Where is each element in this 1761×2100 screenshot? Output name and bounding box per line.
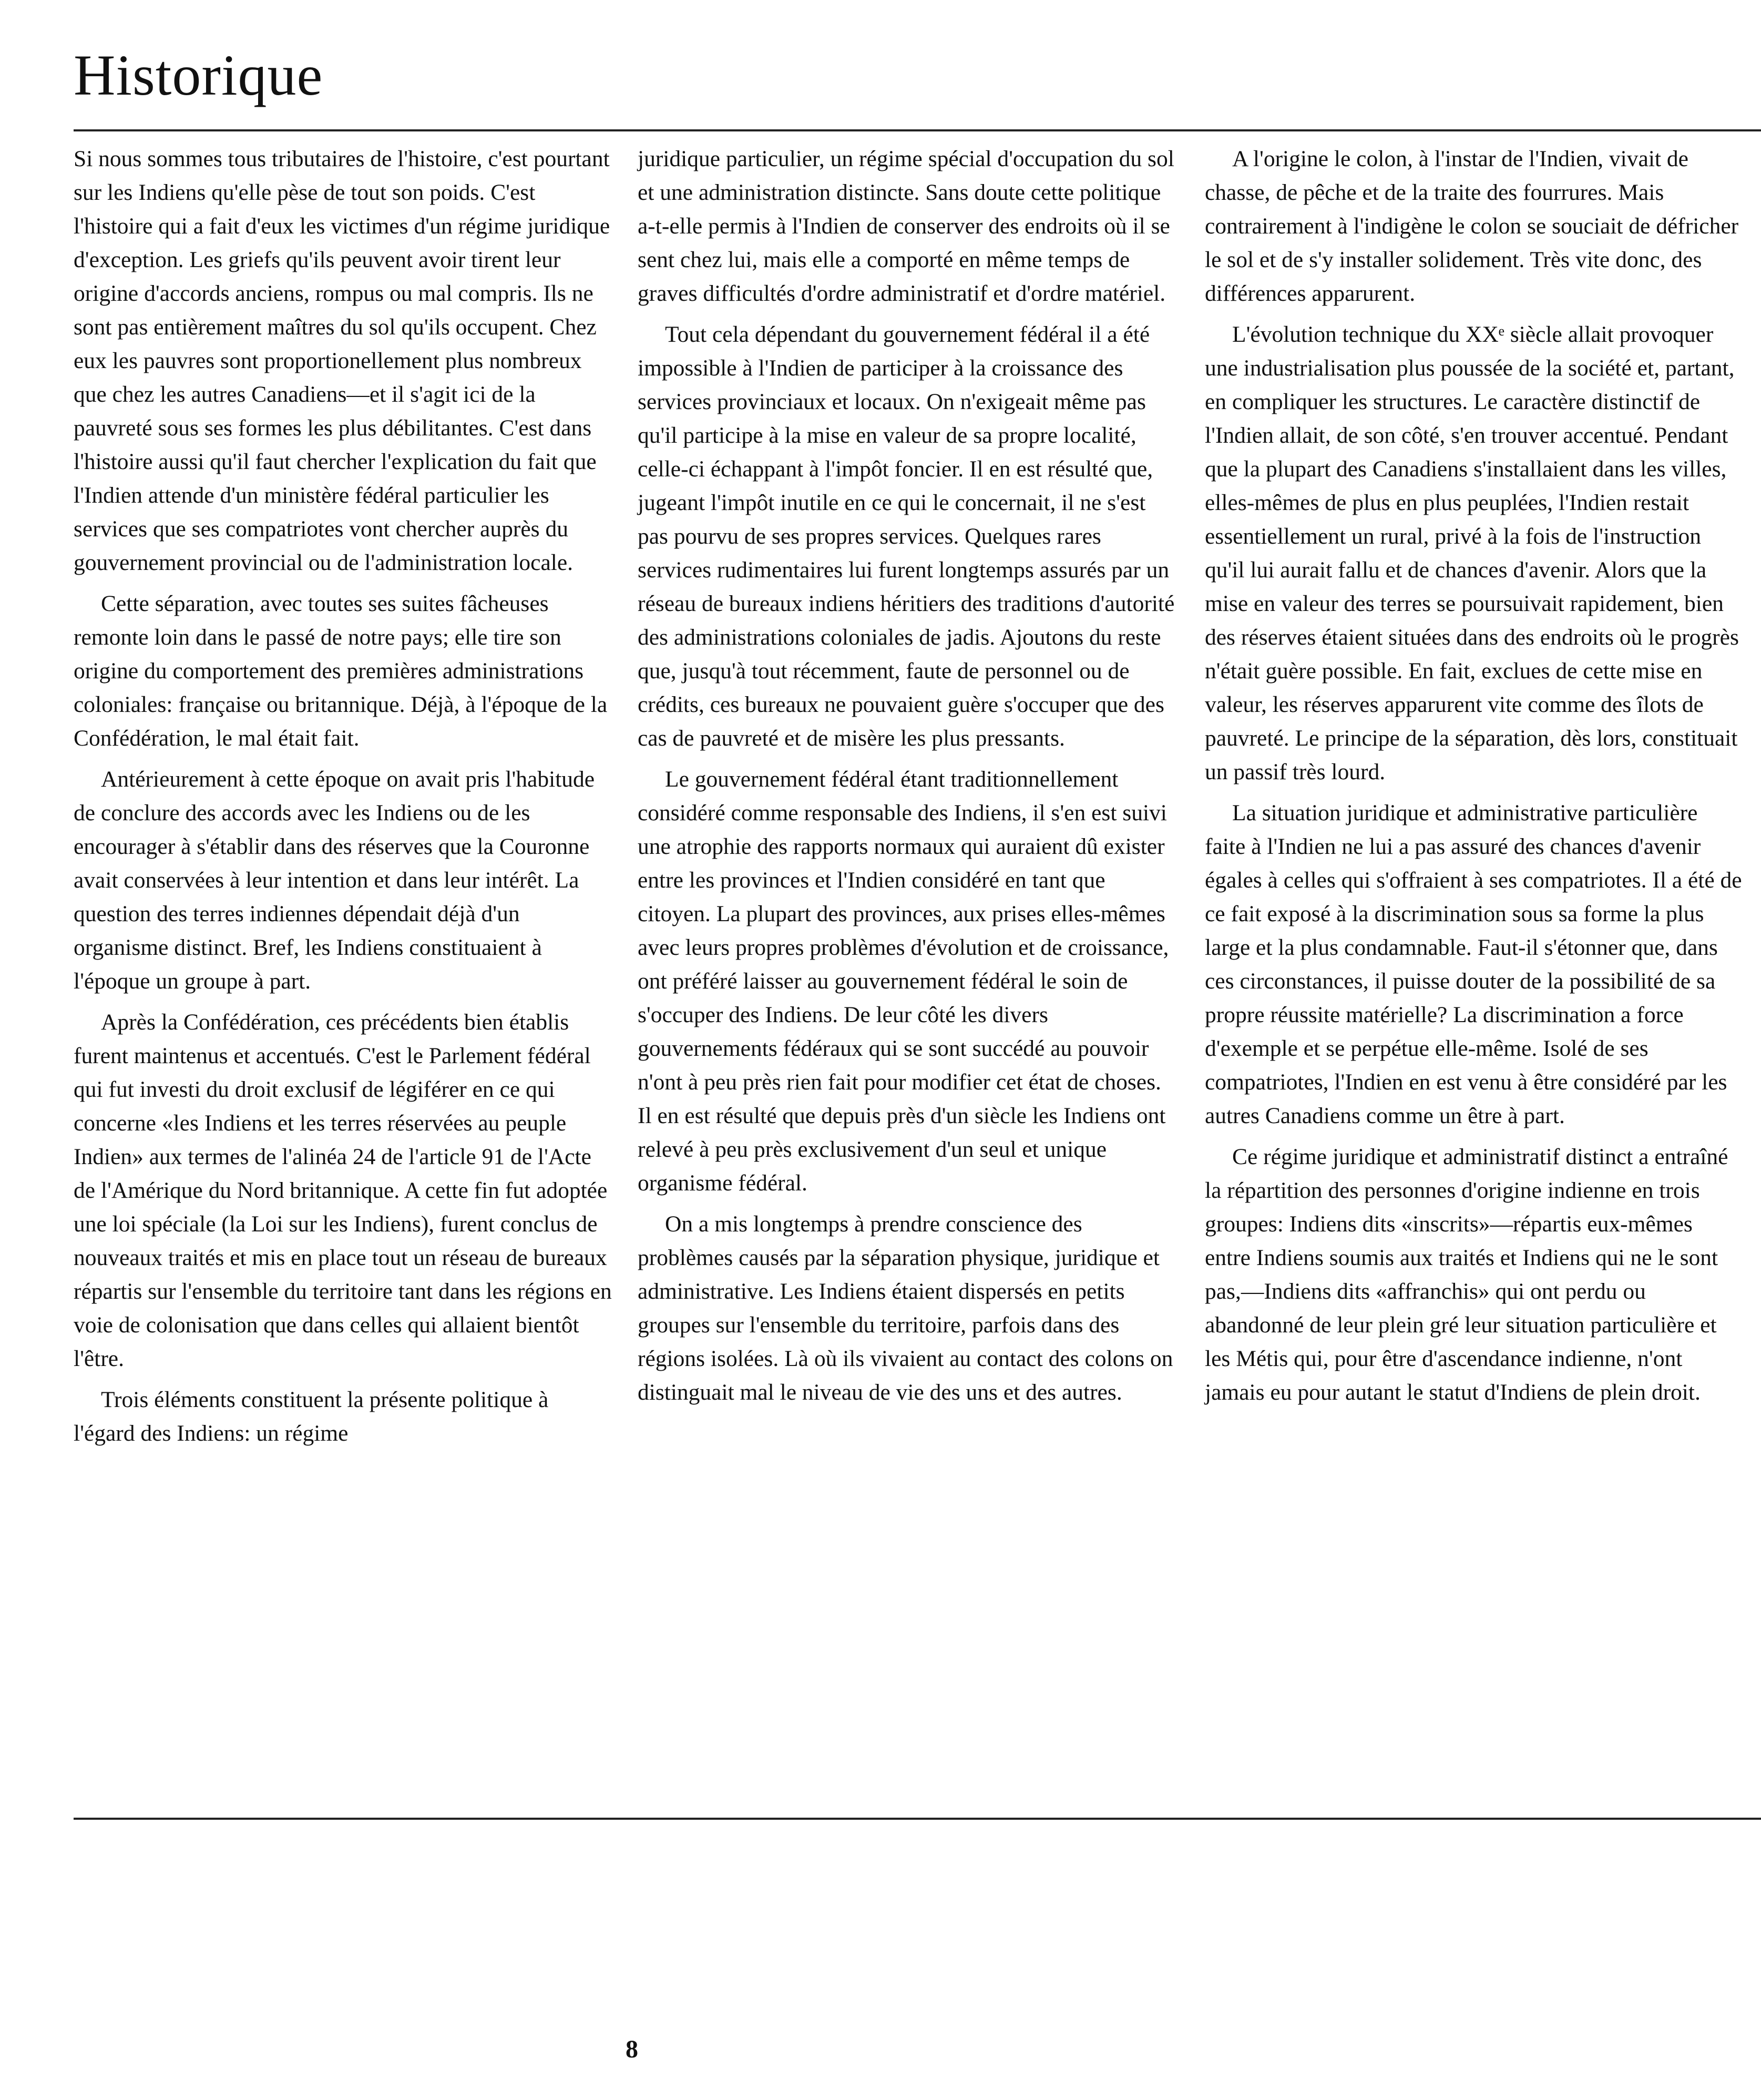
paragraph: juridique particulier, un régime spécial d'occupation du sol et une administration distincte. Sans doute cette politique a-t-elle permis à l'Indien de conserver des endroits où il se sent chez lui, mais elle a comporté en même temps de graves difficultés d'ordre administratif et d'ordre matériel. (638, 146, 1174, 306)
paragraph: Tout cela dépendant du gouvernement fédéral il a été impossible à l'Indien de participer à la croissance des services provinciaux et locaux. On n'exigeait même pas qu'il participe à la mise en valeur de sa propre localité, celle-ci échappant à l'impôt foncier. Il en est résulté que, jugeant l'impôt inutile en ce qui le concernait, il ne s'est pas pourvu de ses propres services. Quelques rares services rudimentaires lui furent longtemps assurés par un réseau de bureaux indiens héritiers des traditions d'autorité des administrations coloniales de jadis. Ajoutons du reste que, jusqu'à tout récemment, faute de personnel ou de crédits, ces bureaux ne pouvaient guère s'occuper que des cas de pauvreté et de misère les plus pressants. (638, 322, 1175, 751)
paragraph: La situation juridique et administrative particulière faite à l'Indien ne lui a pas assuré des chances d'avenir égales à celles qui s'offraient à ses compatriotes. Il a été de ce fait exposé à la discrimination sous sa forme la plus large et la plus condamnable. Faut-il s'étonner que, dans ces circonstances, il puisse douter de la possibilité de sa propre réussite matérielle? La discrimination a force d'exemple et se perpétue elle-même. Isolé de ses compatriotes, l'Indien en est venu à être considéré par les autres Canadiens comme un être à part. (1205, 800, 1742, 1128)
text-column-2 (638, 142, 1176, 1409)
page-number: 8 (626, 2035, 638, 2063)
paragraph: Si nous sommes tous tributaires de l'histoire, c'est pourtant sur les Indiens qu'elle pèse de tout son poids. C'est l'histoire qui a fait d'eux les victimes d'un régime juridique d'exception. Les griefs qu'ils peuvent avoir tirent leur origine d'accords anciens, rompus ou mal compris. Ils ne sont pas entièrement maîtres du sol qu'ils occupent. Chez eux les pauvres sont proportionellement plus nombreux que chez les autres Canadiens—et il s'agit ici de la pauvreté sous ses formes les plus débilitantes. C'est dans l'histoire aussi qu'il faut chercher l'explication du fait que l'Indien attende d'un ministère fédéral particulier les services que ses compatriotes vont chercher auprès du gouvernement provincial ou de l'administration locale. (74, 146, 610, 575)
page-title: Historique (74, 43, 323, 107)
paragraph: Trois éléments constituent la présente politique à l'égard des Indiens: un régime (74, 1387, 549, 1446)
text-column-3 (1205, 142, 1744, 1409)
paragraph: Antérieurement à cette époque on avait pris l'habitude de conclure des accords avec les Indiens ou de les encourager à s'établir dans des réserves que la Couronne avait conservées à leur intention et dans leur intérêt. La question des terres indiennes dépendait déjà d'un organisme distinct. Bref, les Indiens constituaient à l'époque un groupe à part. (74, 767, 595, 994)
paragraph: A l'origine le colon, à l'instar de l'Indien, vivait de chasse, de pêche et de la traite des fourrures. Mais contrairement à l'indigène le colon se souciait de défricher le sol et de s'y installer solidement. Très vite donc, des différences apparurent. (1205, 146, 1739, 306)
paragraph: On a mis longtemps à prendre conscience des problèmes causés par la séparation physique, juridique et administrative. Les Indiens étaient dispersés en petits groupes sur l'ensemble du territoire, parfois dans des régions isolées. Là où ils vivaient au contact des colons on distinguait mal le niveau de vie des uns et des autres. (638, 1211, 1173, 1405)
paragraph: Cette séparation, avec toutes ses suites fâcheuses remonte loin dans le passé de notre pays; elle tire son origine du comportement des premières administrations coloniales: française ou britannique. Déjà, à l'époque de la Confédération, le mal était fait. (74, 591, 608, 751)
paragraph: Après la Confédération, ces précédents bien établis furent maintenus et accentués. C'est le Parlement fédéral qui fut investi du droit exclusif de légiférer en ce qui concerne «les Indiens et les terres réservées au peuple Indien» aux termes de l'alinéa 24 de l'article 91 de l'Acte de l'Amérique du Nord britannique. A cette fin fut adoptée une loi spéciale (la Loi sur les Indiens), furent conclus de nouveaux traités et mis en place tout un réseau de bureaux répartis sur l'ensemble du territoire tant dans les régions en voie de colonisation que dans celles qui allaient bientôt l'être. (74, 1010, 612, 1371)
text-column-1 (74, 142, 612, 1450)
paragraph: Le gouvernement fédéral étant traditionnellement considéré comme responsable des Indiens, il s'en est suivi une atrophie des rapports normaux qui auraient dû exister entre les provinces et l'Indien considéré en tant que citoyen. La plupart des provinces, aux prises elles-mêmes avec leurs propres problèmes d'évolution et de croissance, ont préféré laisser au gouvernement fédéral le soin de s'occuper des Indiens. De leur côté les divers gouvernements fédéraux qui se sont succédé au pouvoir n'ont à peu près rien fait pour modifier cet état de choses. Il en est résulté que depuis près d'un siècle les Indiens ont relevé à peu près exclusivement d'un seul et unique organisme fédéral. (638, 767, 1169, 1196)
bottom-rule (74, 1818, 1761, 1820)
paragraph: Ce régime juridique et administratif distinct a entraîné la répartition des personnes d'origine indienne en trois groupes: Indiens dits «inscrits»—répartis eux-mêmes entre Indiens soumis aux traités et Indiens qui ne le sont pas,—Indiens dits «affranchis» qui ont perdu ou abandonné de leur plein gré leur situation particulière et les Métis qui, pour être d'ascendance indienne, n'ont jamais eu pour autant le statut d'Indiens de plein droit. (1205, 1144, 1728, 1405)
paragraph: L'évolution technique du XXᵉ siècle allait provoquer une industrialisation plus poussée de la société et, partant, en compliquer les structures. Le caractère distinctif de l'Indien allait, de son côté, s'en trouver accentué. Pendant que la plupart des Canadiens s'installaient dans les villes, elles-mêmes de plus en plus peuplées, l'Indien restait essentiellement un rural, privé à la fois de l'instruction qu'il lui aurait fallu et de chances d'avenir. Alors que la mise en valeur des terres se poursuivait rapidement, bien des réserves étaient situées dans des endroits où le progrès n'était guère possible. En fait, exclues de cette mise en valeur, les réserves apparurent vite comme des îlots de pauvreté. Le principe de la séparation, dès lors, constituait un passif très lourd. (1205, 322, 1739, 784)
top-rule (74, 129, 1761, 131)
